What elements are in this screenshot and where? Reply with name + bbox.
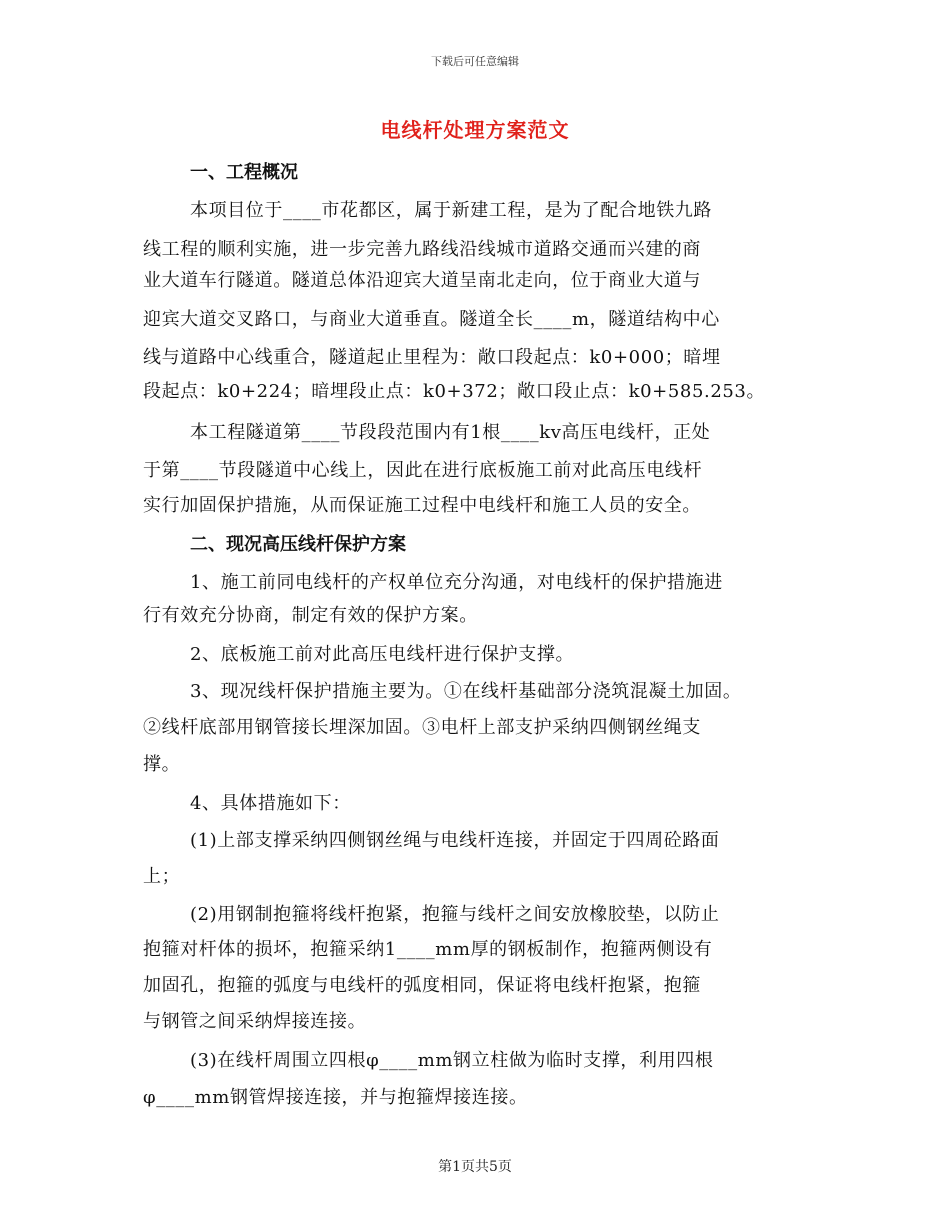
paragraph-line: 线工程的顺利实施，进一步完善九路线沿线城市道路交通而兴建的商: [143, 239, 701, 260]
paragraph-line: 与钢管之间采纳焊接连接。: [143, 1011, 367, 1032]
paragraph-line: 段起点：k0+224；暗埋段止点：k0+372；敞口段止点：k0+585.253。: [143, 381, 766, 402]
paragraph-line: 撑。: [143, 754, 181, 775]
paragraph-line: 抱箍对杆体的损坏，抱箍采纳1____mm厚的钢板制作，抱箍两侧设有: [143, 939, 713, 960]
section-heading-overview: 一、工程概况: [190, 162, 298, 183]
paragraph-line: 于第____节段隧道中心线上，因此在进行底板施工前对此高压电线杆: [143, 460, 703, 481]
paragraph-line: ②线杆底部用钢管接长埋深加固。③电杆上部支护采纳四侧钢丝绳支: [143, 717, 701, 738]
paragraph-line: 本项目位于____市花都区，属于新建工程，是为了配合地铁九路: [190, 200, 712, 221]
paragraph-line: 加固孔，抱箍的弧度与电线杆的弧度相同，保证将电线杆抱紧，抱箍: [143, 975, 701, 996]
paragraph-line: φ____mm钢管焊接连接，并与抱箍焊接连接。: [143, 1087, 528, 1108]
page-number: 第1页共5页: [438, 1159, 512, 1175]
paragraph-line: 实行加固保护措施，从而保证施工过程中电线杆和施工人员的安全。: [143, 495, 701, 516]
paragraph-line: 1、施工前同电线杆的产权单位充分沟通，对电线杆的保护措施进: [190, 572, 723, 593]
paragraph-line: 4、具体措施如下：: [190, 793, 351, 814]
paragraph-line: 3、现况线杆保护措施主要为。①在线杆基础部分浇筑混凝土加固。: [190, 681, 742, 702]
paragraph-line: (2)用钢制抱箍将线杆抱紧，抱箍与线杆之间安放橡胶垫，以防止: [190, 904, 720, 925]
page-header-note: 下载后可任意编辑: [431, 55, 519, 68]
paragraph-line: (1)上部支撑采纳四侧钢丝绳与电线杆连接，并固定于四周砼路面: [190, 830, 720, 851]
paragraph-line: 2、底板施工前对此高压电线杆进行保护支撑。: [190, 644, 575, 665]
paragraph-line: 行有效充分协商，制定有效的保护方案。: [143, 605, 478, 626]
paragraph-line: 线与道路中心线重合，隧道起止里程为：敞口段起点：k0+000；暗埋: [143, 347, 721, 368]
paragraph-line: 上；: [143, 866, 181, 887]
paragraph-line: 本工程隧道第____节段段范围内有1根____kv高压电线杆，正处: [190, 422, 711, 443]
section-heading-protection-plan: 二、现况高压线杆保护方案: [190, 534, 406, 555]
paragraph-line: (3)在线杆周围立四根φ____mm钢立柱做为临时支撑，利用四根: [190, 1050, 714, 1071]
paragraph-line: 业大道车行隧道。隧道总体沿迎宾大道呈南北走向，位于商业大道与: [143, 270, 701, 291]
paragraph-line: 迎宾大道交叉路口，与商业大道垂直。隧道全长____m，隧道结构中心: [143, 309, 720, 330]
document-title: 电线杆处理方案范文: [380, 118, 570, 142]
